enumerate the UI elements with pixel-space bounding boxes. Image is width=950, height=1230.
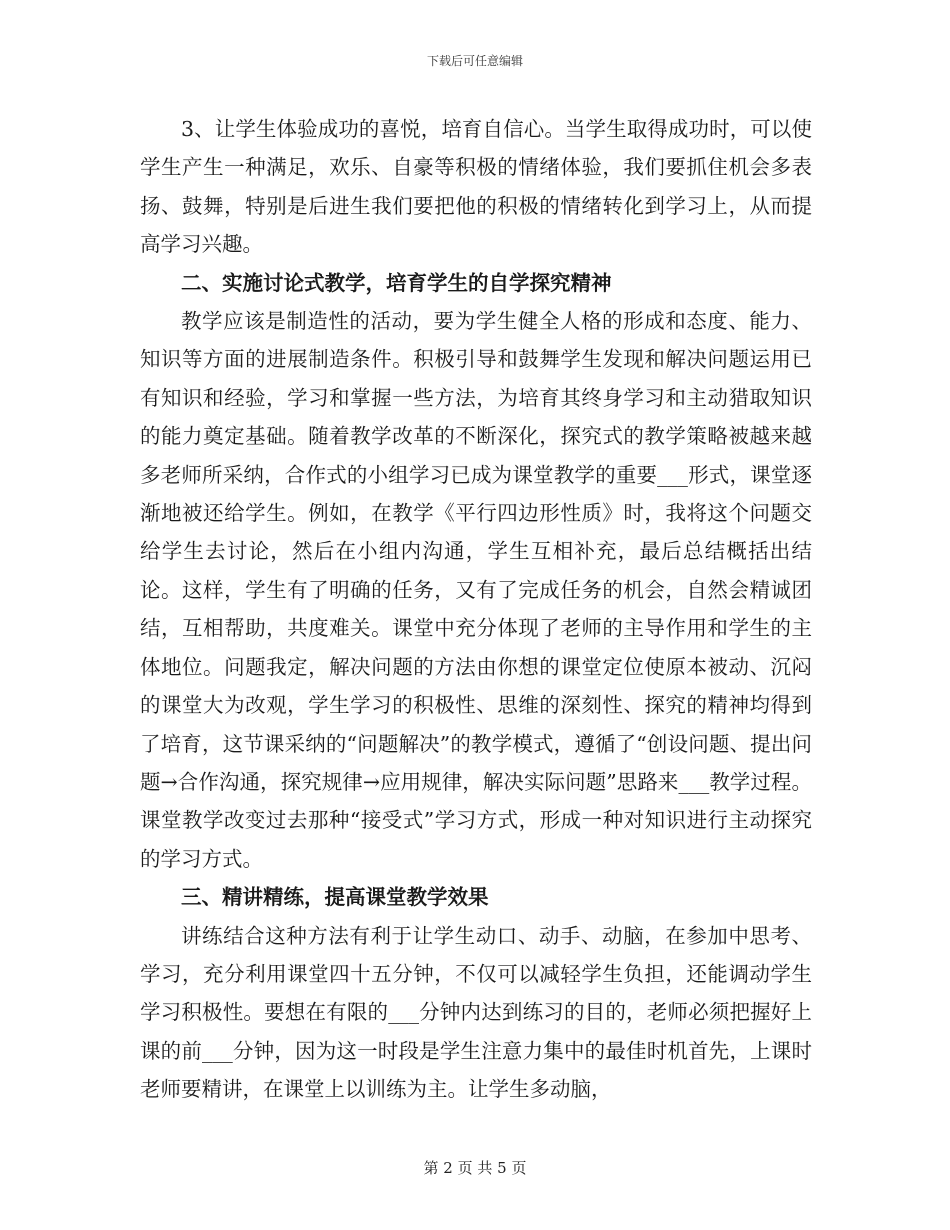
paragraph-practice: 讲练结合这种方法有利于让学生动口、动手、动脑，在参加中思考、学习，充分利用课堂四十五分钟，不仅可以减轻学生负担，还能调动学生学习积极性。要想在有限的___分钟内达到练习的目的，老师必须把握好上课的前___分钟，因为这一时段是学生注意力集中的最佳时机首先，上课时老师要精讲，在课堂上以训练为主。让学生多动脑， bbox=[140, 923, 812, 1102]
paragraph-discussion-teaching: 教学应该是制造性的活动，要为学生健全人格的形成和态度、能力、知识等方面的进展制造条件。积极引导和鼓舞学生发现和解决问题运用已有知识和经验，学习和掌握一些方法，为培育其终身学习和主动猎取知识的能力奠定基础。随着教学改革的不断深化，探究式的教学策略被越来越多老师所采纳，合作式的小组学习已成为课堂教学的重要___形式，课堂逐渐地被还给学生。例如，在教学《平行四边形性质》时，我将这个问题交给学生去讨论，然后在小组内沟通，学生互相补充，最后总结概括出结论。这样，学生有了明确的任务，又有了完成任务的机会，自然会精诚团结，互相帮助，共度难关。课堂中充分体现了老师的主导作用和学生的主体地位。问题我定，解决问题的方法由你想的课堂定位使原本被动、沉闷的课堂大为改观，学生学习的积极性、思维的深刻性、探究的精神均得到了培育，这节课采纳的“问题解决”的教学模式，遵循了“创设问题、提出问题→合作沟通，探究规律→应用规律，解决实际问题”思路来___教学过程。课堂教学改变过去那种“接受式”学习方式，形成一种对知识进行主动探究的学习方式。 bbox=[140, 309, 812, 871]
page-header: 下载后可任意编辑 bbox=[426, 54, 523, 68]
section-heading-practice: 三、精讲精练，提高课堂教学效果 bbox=[181, 885, 489, 910]
page-footer: 第 2 页 共 5 页 bbox=[423, 1159, 527, 1177]
section-heading-discussion: 二、实施讨论式教学，培育学生的自学探究精神 bbox=[181, 270, 612, 295]
paragraph-success-confidence: 3、让学生体验成功的喜悦，培育自信心。当学生取得成功时，可以使学生产生一种满足，欢乐、自豪等积极的情绪体验，我们要抓住机会多表扬、鼓舞，特别是后进生我们要把他的积极的情绪转化到学习上，从而提高学习兴趣。 bbox=[140, 117, 812, 257]
document-body bbox=[140, 110, 812, 1109]
